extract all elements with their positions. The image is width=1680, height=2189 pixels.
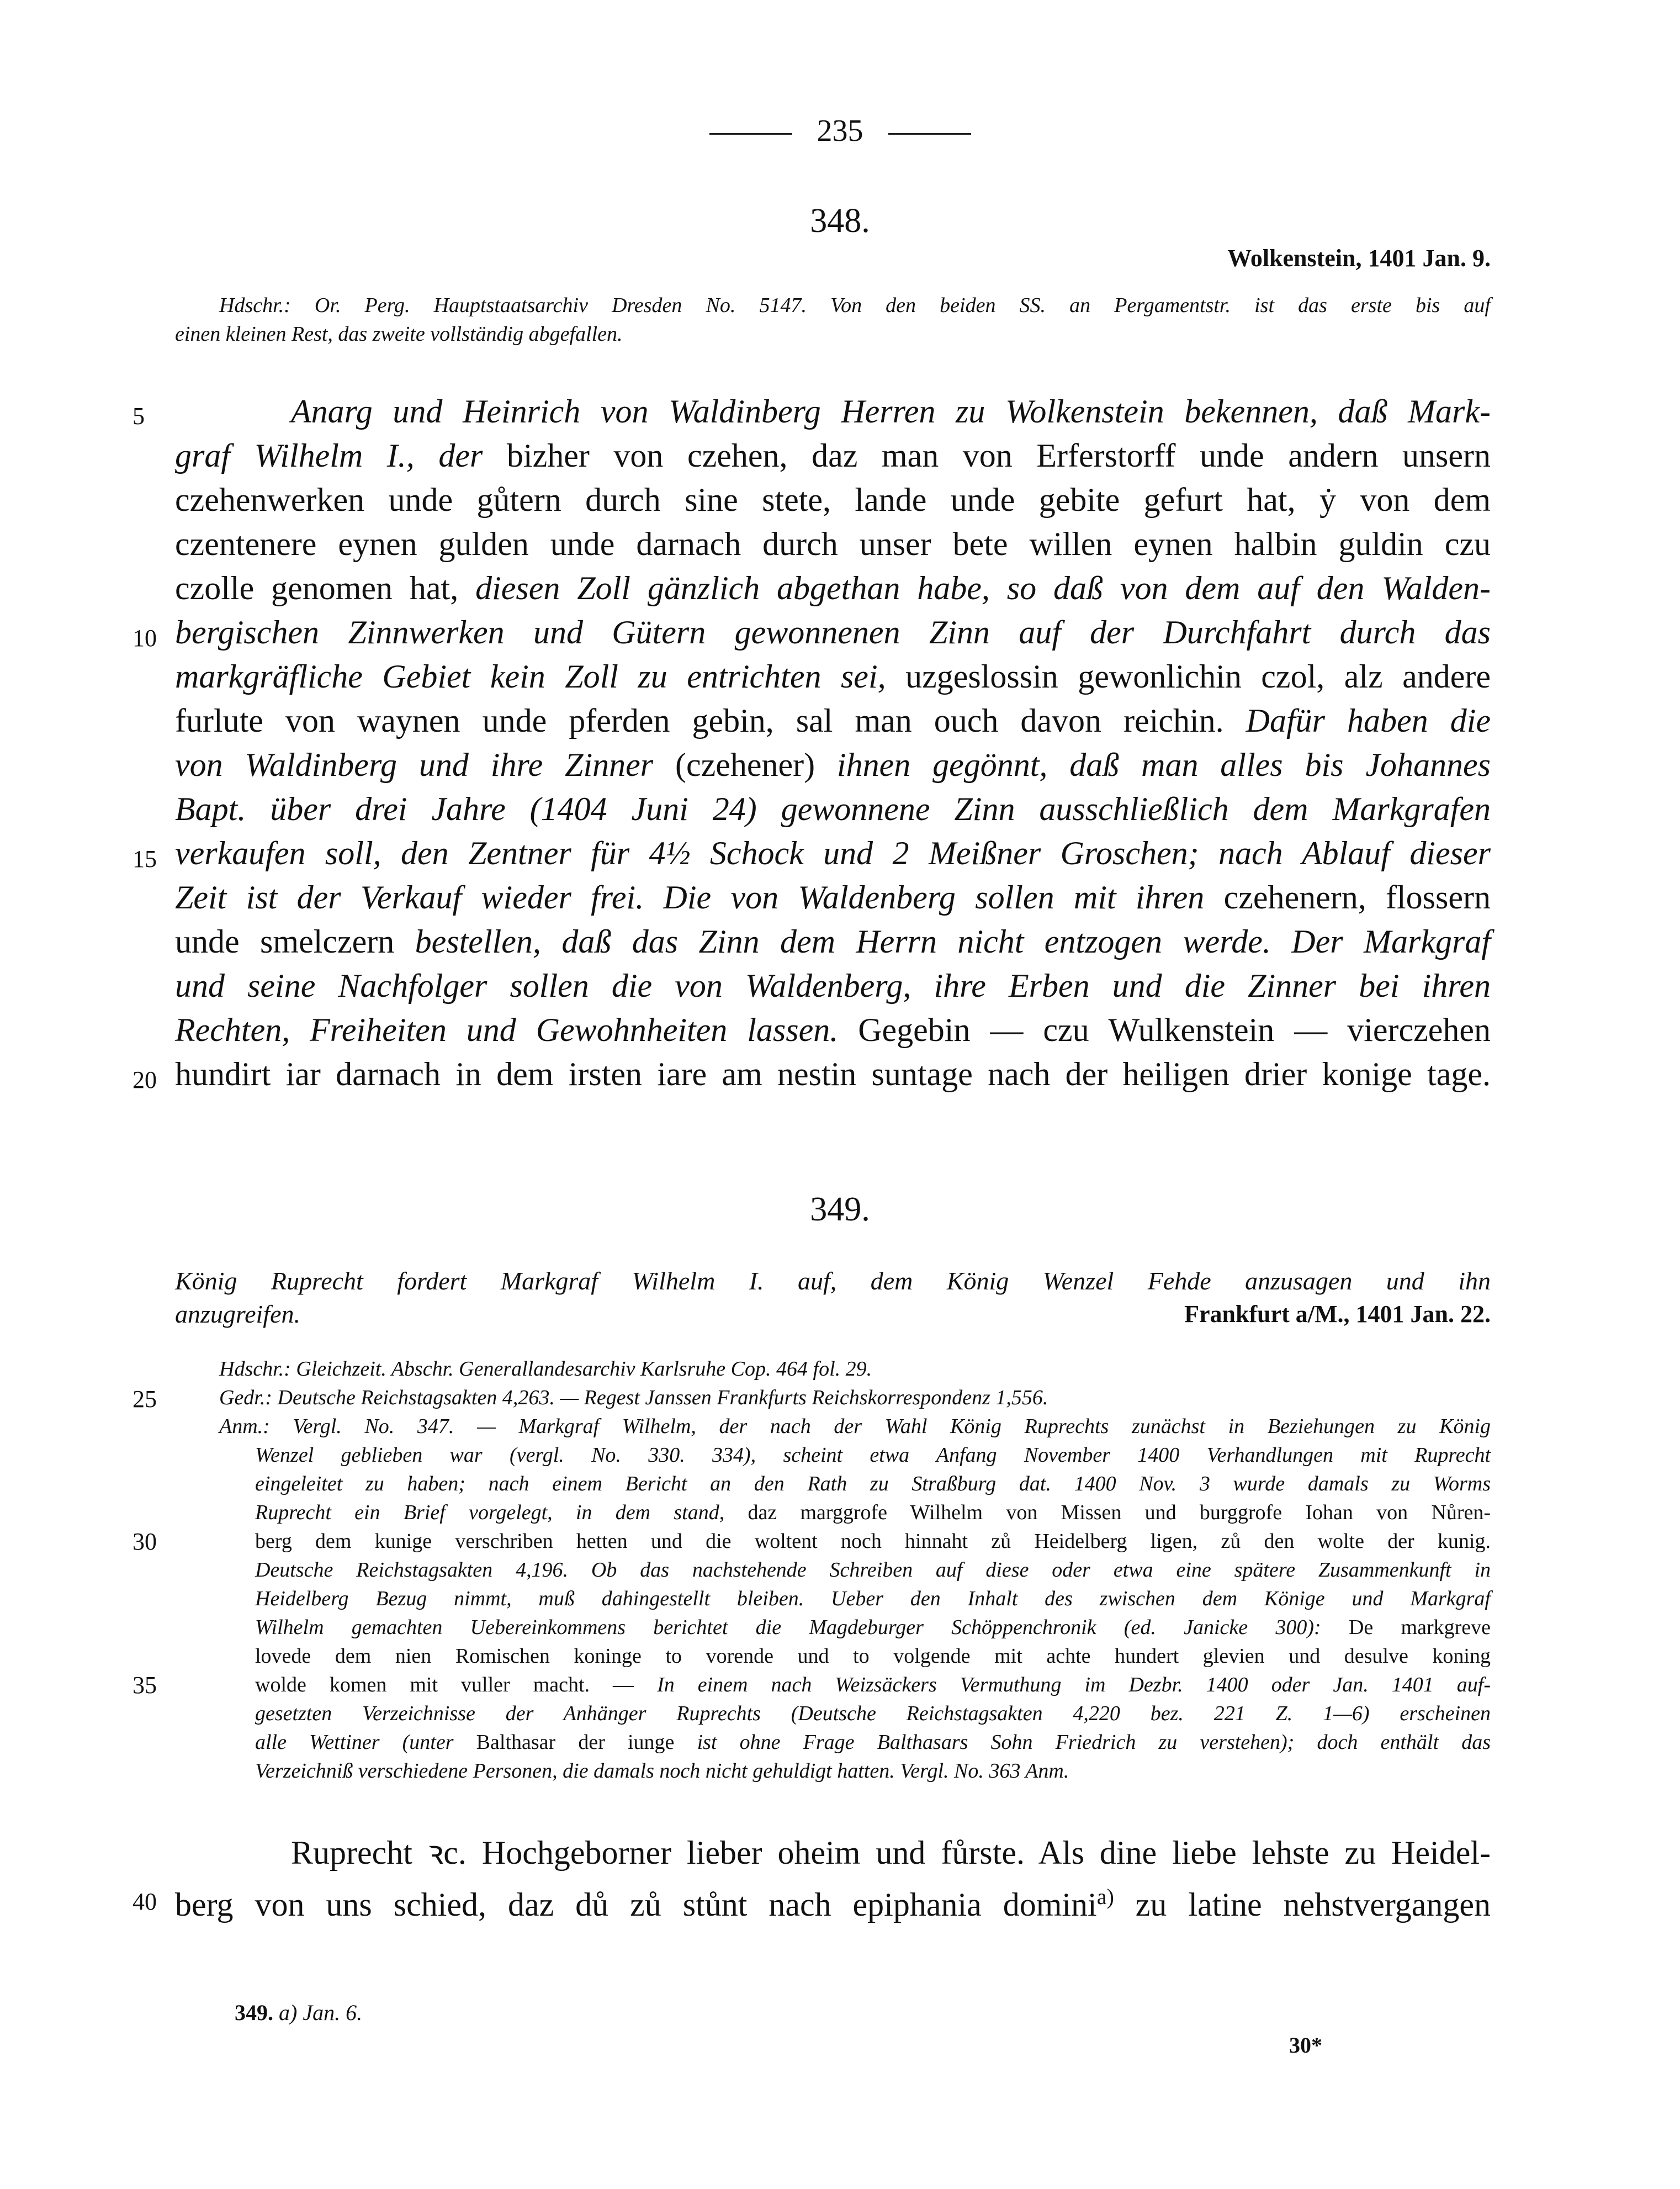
doc-349-note: eingeleitet zu haben; nach einem Bericht an den Rath zu Straßburg dat. 1400 Nov. 3 wurde damals zu Worms — [255, 1472, 1491, 1495]
doc-349-summary-row — [175, 1298, 1491, 1331]
printer-signature: 30* — [1289, 2033, 1322, 2058]
doc-349-note: Hdschr.: Gleichzeit. Abschr. Generallandesarchiv Karlsruhe Cop. 464 fol. 29. — [219, 1357, 872, 1381]
doc-348-text-line: czolle genomen hat, diesen Zoll gänzlich abgethan habe, so daß von dem auf den Walden- — [175, 570, 1491, 606]
doc-349-note: Ruprecht ein Brief vorgelegt, in dem stand, daz marggrofe Wilhelm von Missen und burggrofe Iohan von Nůren- — [255, 1501, 1491, 1524]
doc-349-note: alle Wettiner (unter Balthasar der iunge ist ohne Frage Balthasars Sohn Friedrich zu verstehen); doch enthält das — [255, 1731, 1491, 1754]
footnote-label: 349. — [235, 2000, 273, 2025]
line-number: 10 — [133, 625, 157, 652]
doc-349-note: Wenzel geblieben war (vergl. No. 330. 334), scheint etwa Anfang November 1400 Verhandlungen mit Ruprecht — [255, 1444, 1491, 1467]
doc-349-number: 349. — [810, 1191, 870, 1228]
footnote-text: a) Jan. 6. — [279, 2000, 363, 2025]
rule-left — [709, 133, 792, 135]
doc-349-note: berg dem kunige verschriben hetten und die woltent noch hinnaht zů Heidelberg ligen, zů den wolte der kunig. — [255, 1530, 1491, 1553]
doc-349-note: lovede dem nien Romischen koninge to vorende und to volgende mit achte hundert glevien und desulve koning — [255, 1645, 1491, 1668]
doc-348-text-line: czentenere eynen gulden unde darnach durch unser bete willen eynen halbin guldin czu — [175, 526, 1491, 562]
doc-348-text-line: bergischen Zinnwerken und Gütern gewonnenen Zinn auf der Durchfahrt durch das — [175, 614, 1491, 651]
line-number: 5 — [133, 403, 145, 430]
doc-348-number: 348. — [810, 202, 870, 240]
doc-348-text-line: Rechten, Freiheiten und Gewohnheiten lassen. Gegebin — czu Wulkenstein — vierczehen — [175, 1012, 1491, 1048]
doc-348-text-line: furlute von waynen unde pferden gebin, sal man ouch davon reichin. Dafür haben die — [175, 702, 1491, 739]
line-number: 35 — [133, 1672, 157, 1699]
doc-349-note: Verzeichniß verschiedene Personen, die damals noch nicht gehuldigt hatten. Vergl. No. 363 Anm. — [255, 1759, 1069, 1783]
doc-349-note: Anm.: Vergl. No. 347. — Markgraf Wilhelm, der nach der Wahl König Ruprechts zunächst in Beziehungen zu König — [219, 1415, 1491, 1438]
footnote-mark: a) — [1096, 1884, 1114, 1909]
line-number: 25 — [133, 1386, 157, 1413]
doc-349-note: gesetzten Verzeichnisse der Anhänger Ruprechts (Deutsche Reichstagsakten 4,220 bez. 221 Z. 1—6) erscheinen — [255, 1702, 1491, 1725]
doc-348-text-line: verkaufen soll, den Zentner für 4½ Schock und 2 Meißner Groschen; nach Ablauf dieser — [175, 835, 1491, 871]
doc-348-text-line: graf Wilhelm I., der bizher von czehen, daz man von Erferstorff unde andern unsern — [175, 437, 1491, 474]
doc-348-text-line: czehenwerken unde gůtern durch sine stete, lande unde gebite gefurt hat, ẏ von dem — [175, 482, 1491, 518]
line-number: 40 — [133, 1888, 157, 1915]
doc-349-note: Deutsche Reichstagsakten 4,196. Ob das nachstehende Schreiben auf diese oder etwa eine spätere Zusammenkunft in — [255, 1558, 1491, 1582]
doc-348-text-line: unde smelczern bestellen, daß das Zinn dem Herrn nicht entzogen werde. Der Markgraf — [175, 923, 1491, 960]
doc-348-ms-line: einen kleinen Rest, das zweite vollständig abgefallen. — [175, 322, 623, 346]
doc-348-text-line: Bapt. über drei Jahre (1404 Juni 24) gewonnene Zinn ausschließlich dem Markgrafen — [175, 791, 1491, 827]
doc-348-text-line: und seine Nachfolger sollen die von Waldenberg, ihre Erben und die Zinner bei ihren — [175, 967, 1491, 1004]
line-number: 30 — [133, 1528, 157, 1555]
rule-right — [888, 133, 971, 135]
doc-349-note: Wilhelm gemachten Uebereinkommens berichtet die Magdeburger Schöppenchronik (ed. Janicke 300): De markgreve — [255, 1616, 1491, 1639]
doc-349-summary: König Ruprecht fordert Markgraf Wilhelm I. auf, dem König Wenzel Fehde anzusagen und ihn — [175, 1267, 1491, 1295]
doc-348-text-line: hundirt iar darnach in dem irsten iare am nestin suntage nach der heiligen drier konige tage. — [175, 1056, 1491, 1092]
doc-349-summary: anzugreifen. — [175, 1300, 300, 1328]
doc-348-place-date: Wolkenstein, 1401 Jan. 9. — [1227, 245, 1491, 272]
doc-349-place-date: Frankfurt a/M., 1401 Jan. 22. — [1184, 1300, 1491, 1328]
page-number: 235 — [0, 113, 1680, 149]
doc-349-note: wolde komen mit vuller macht. — In einem nach Weizsäckers Vermuthung im Dezbr. 1400 oder Jan. 1401 auf- — [255, 1673, 1491, 1696]
line-number: 15 — [133, 845, 157, 873]
doc-349-text-line: berg von uns schied, daz dů zů stůnt nach epiphania domini$^{a)}$ zu latine nehstvergangen — [175, 1884, 1491, 1923]
doc-348-text-line: von Waldinberg und ihre Zinner (czehener) ihnen gegönnt, daß man alles bis Johannes — [175, 747, 1491, 783]
doc-348-text-line: Anarg und Heinrich von Waldinberg Herren zu Wolkenstein bekennen, daß Mark- — [291, 393, 1491, 430]
line-number: 20 — [133, 1066, 157, 1093]
doc-348-ms-line: Hdschr.: Or. Perg. Hauptstaatsarchiv Dresden No. 5147. Von den beiden SS. an Pergamentstr. ist das erste bis auf — [219, 294, 1491, 317]
doc-349-note: Gedr.: Deutsche Reichstagsakten 4,263. — Regest Janssen Frankfurts Reichskorrespondenz 1,556. — [219, 1386, 1048, 1409]
doc-348-text-line: markgräfliche Gebiet kein Zoll zu entrichten sei, uzgeslossin gewonlichin czol, alz andere — [175, 658, 1491, 695]
doc-349-note: Heidelberg Bezug nimmt, muß dahingestellt bleiben. Ueber den Inhalt des zwischen dem Könige und Markgraf — [255, 1587, 1491, 1610]
footnote — [235, 1998, 897, 2028]
doc-349-text-line: Ruprecht ꝛc. Hochgeborner lieber oheim und fůrste. Als dine liebe lehste zu Heidel- — [291, 1834, 1491, 1871]
doc-348-text-line: Zeit ist der Verkauf wieder frei. Die von Waldenberg sollen mit ihren czehenern, flossern — [175, 879, 1491, 916]
